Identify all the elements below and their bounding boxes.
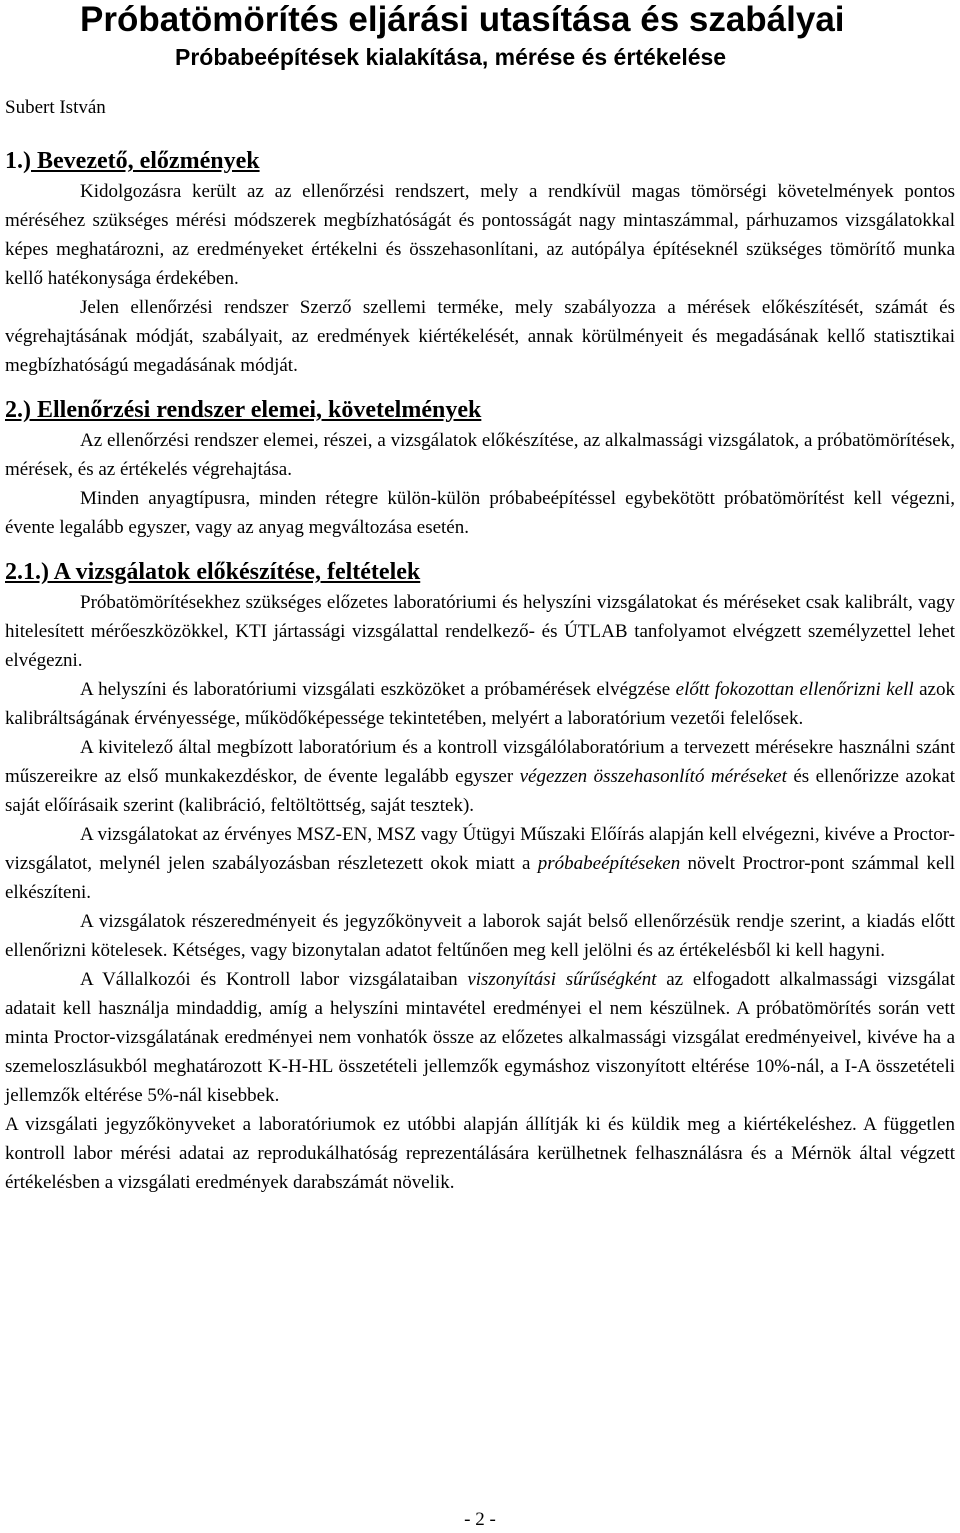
section-2-1-paragraph-2 — [5, 675, 955, 733]
page-number: - 2 - — [464, 1509, 496, 1530]
document-subtitle: Próbabeépítések kialakítása, mérése és értékelése — [175, 44, 727, 70]
emphasis-run: végezzen összehasonlító méréseket — [519, 766, 787, 787]
text-run: A kivitelező által megbízott laboratórium és a kontroll vizsgálólaboratórium a tervezett mérésekre használni szánt műszereikre az első munkakezdéskor, de évente legalább egyszer — [5, 737, 955, 787]
section-2-1-paragraph-6 — [5, 965, 955, 1110]
section-2-1-paragraph-4 — [5, 820, 955, 907]
text-run: azok kalibráltságának érvényessége, működőképessége tekintetében, melyért a laboratórium vezetői felelősek. — [5, 679, 955, 729]
section-1-paragraph-1: Kidolgozásra került az az ellenőrzési rendszert, mely a rendkívül magas tömörségi követelmények pontos méréséhez szükséges mérési módszerek megbízhatóságát és pontosságát nagy mintaszámmal, párhuzamos vizsgálatokkal képes meghatározni, az eredményeket értékelni és összehasonlítani, az autópálya építéseknél szükséges tömörítő munka kellő hatékonysága érdekében. — [5, 181, 955, 289]
section-1-number: 1.) — [5, 148, 31, 174]
section-2-1-heading: 2.1.) A vizsgálatok előkészítése, feltételek — [5, 559, 421, 585]
text-run: A helyszíni és laboratóriumi vizsgálati eszközöket a próbamérések elvégzése — [80, 679, 676, 700]
section-2-paragraph-1: Az ellenőrzési rendszer elemei, részei, a vizsgálatok előkészítése, az alkalmassági vizsgálatok, a próbatömörítések, mérések, és az értékelés végrehajtása. — [5, 430, 955, 480]
section-2-1-paragraph-1: Próbatömörítésekhez szükséges előzetes laboratóriumi és helyszíni vizsgálatokat és méréseket csak kalibrált, vagy hitelesített mérőeszközökkel, KTI jártassági vizsgálattal rendelkező- és ÚTLAB tanfolyamot elvégzett személyzettel lehet elvégezni. — [5, 592, 955, 671]
spacer — [5, 380, 955, 394]
text-run: A Vállalkozói és Kontroll labor vizsgálataiban — [80, 969, 468, 990]
section-1-title: Bevezető, előzmények — [31, 148, 260, 174]
document-title: Próbatömörítés eljárási utasítása és szabályai — [80, 0, 845, 39]
section-2-heading: 2.) Ellenőrzési rendszer elemei, követelmények — [5, 397, 482, 423]
section-1-heading — [5, 145, 955, 177]
section-1-paragraph-2: Jelen ellenőrzési rendszer Szerző szellemi terméke, mely szabályozza a mérések előkészítését, számát és végrehajtásának módját, szabályait, az eredmények kiértékelését, annak körülményeit és megadásának kellő statisztikai megbízhatóságú megadásának módját. — [5, 297, 955, 376]
section-2-1-paragraph-7: A vizsgálati jegyzőkönyveket a laboratóriumok ez utóbbi alapján állítják ki és küldik meg a kiértékeléshez. A független kontroll labor mérési adatai az reprodukálhatóság reprezentálására kerülhetnek felhasználásra és a Mérnök által végzett értékelésben a vizsgálati eredmények darabszámát növelik. — [5, 1114, 955, 1193]
spacer — [5, 542, 955, 556]
document-body — [5, 145, 955, 1197]
text-run: az elfogadott alkalmassági vizsgálat adatait kell használja mindaddig, amíg a helyszíni mintavétel eredményei el nem készülnek. A próbatömörítés során vett minta Proctor-vizsgálatának eredményei nem vonhatók össze az előzetes alkalmassági vizsgálat eredményeivel, kivéve ha a szemeloszlásukból meghatározott K-H-HL összetételi jellemzők egymáshoz viszonyított eltérése 10%-nál, a I-A összetételi jellemzők eltérése 5%-nál kisebbek. — [5, 969, 955, 1106]
text-run: és ellenőrizze azokat saját előírásaik szerint (kalibráció, feltöltöttség, saját tesztek). — [5, 766, 955, 816]
author-name: Subert István — [5, 97, 106, 118]
section-2-1-paragraph-3 — [5, 733, 955, 820]
emphasis-run: viszonyítási sűrűségként — [467, 969, 657, 990]
text-run: növelt Proctror-pont számmal kell elkészíteni. — [5, 853, 955, 903]
section-2-1-paragraph-5: A vizsgálatok részeredményeit és jegyzőkönyveit a laborok saját belső ellenőrzésük rendje szerint, a kiadás előtt ellenőrizni kötelesek. Kétséges, vagy bizonytalan adatot feltűnően meg kell jelölni és az értékelésből ki kell hagyni. — [5, 911, 955, 961]
emphasis-run: előtt fokozottan ellenőrizni kell — [675, 679, 914, 700]
text-run: A vizsgálatokat az érvényes MSZ-EN, MSZ vagy Útügyi Műszaki Előírás alapján kell elvégezni, kivéve a Proctor-vizsgálatot, melynél jelen szabályozásban részletezett okok miatt a — [5, 824, 955, 874]
emphasis-run: próbabeépítéseken — [537, 853, 681, 874]
section-2-paragraph-2: Minden anyagtípusra, minden rétegre külön-külön próbabeépítéssel egybekötött próbatömörítést kell végezni, évente legalább egyszer, vagy az anyag megváltozása esetén. — [5, 488, 955, 538]
